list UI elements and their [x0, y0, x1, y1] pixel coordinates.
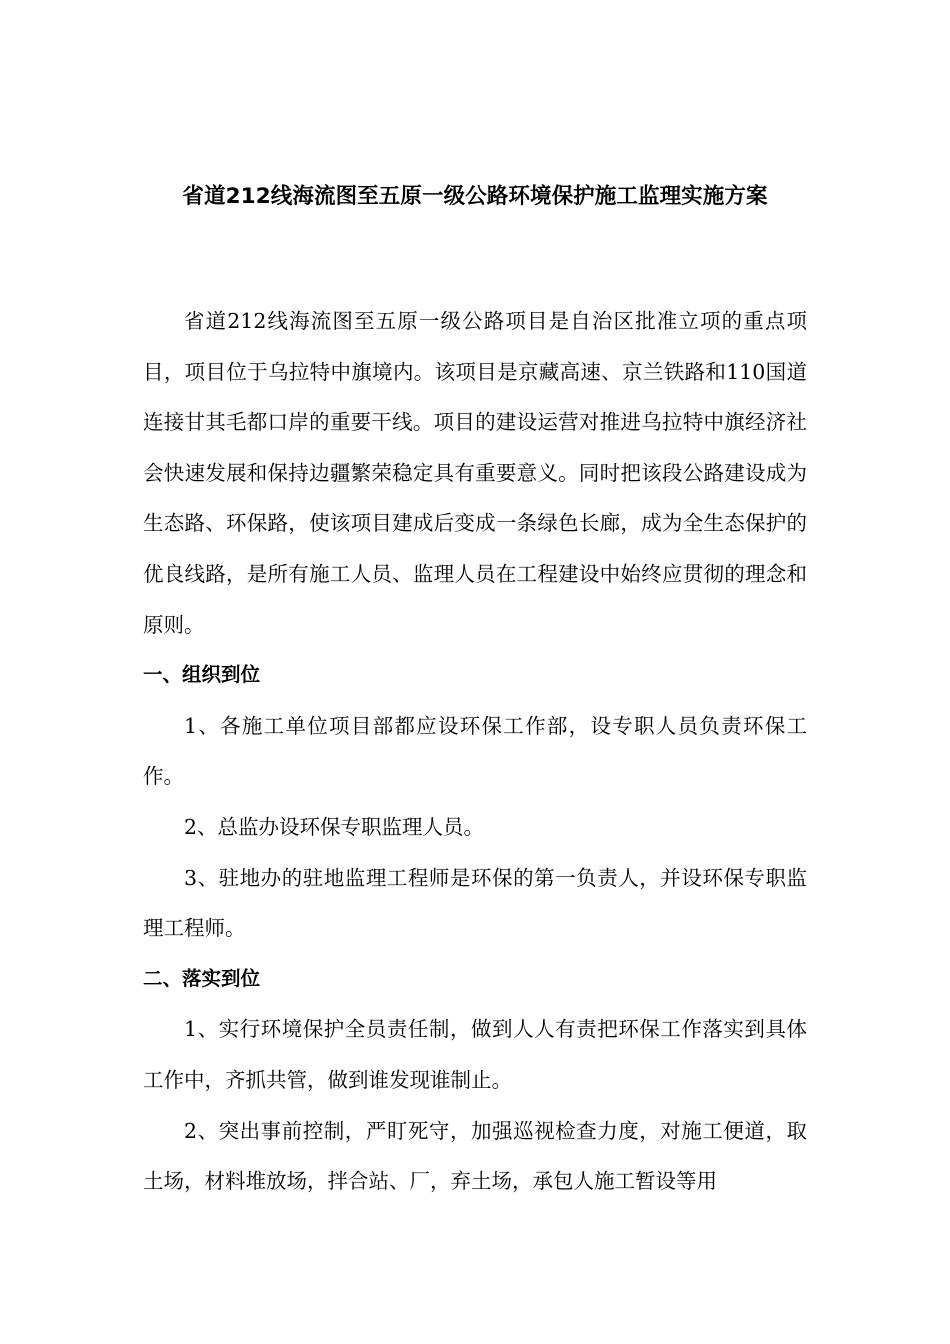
- section-heading: 二、落实到位: [143, 966, 261, 990]
- section-organization: [143, 650, 807, 954]
- document-title: 省道212线海流图至五原一级公路环境保护施工监理实施方案: [182, 184, 768, 209]
- section-heading: 一、组织到位: [143, 663, 261, 687]
- section-item: 2、突出事前控制，严盯死守，加强巡视检查力度，对施工便道，取土场，材料堆放场，拌合站、厂，弃土场，承包人施工暂设等用: [143, 1118, 807, 1194]
- intro-paragraph: 省道212线海流图至五原一级公路项目是自治区批准立项的重点项目，项目位于乌拉特中旗境内。该项目是京藏高速、京兰铁路和110国道连接甘其毛都口岸的重要干线。项目的建设运营对推进乌拉特中旗经济社会快速发展和保持边疆繁荣稳定具有重要意义。同时把该段公路建设成为生态路、环保路，使该项目建成后变成一条绿色长廊，成为全生态保护的优良线路，是所有施工人员、监理人员在工程建设中始终应贯彻的理念和原则。: [143, 309, 807, 637]
- section-implementation: [143, 954, 807, 1207]
- section-item: 1、实行环境保护全员责任制，做到人人有责把环保工作落实到具体工作中，齐抓共管，做到谁发现谁制止。: [143, 1017, 807, 1092]
- section-item: 1、各施工单位项目部都应设环保工作部，设专职人员负责环保工作。: [143, 713, 807, 789]
- section-item: 3、驻地办的驻地监理工程师是环保的第一负责人，并设环保专职监理工程师。: [143, 865, 807, 941]
- section-item: 2、总监办设环保专职监理人员。: [184, 814, 485, 839]
- document-body: [143, 296, 807, 1207]
